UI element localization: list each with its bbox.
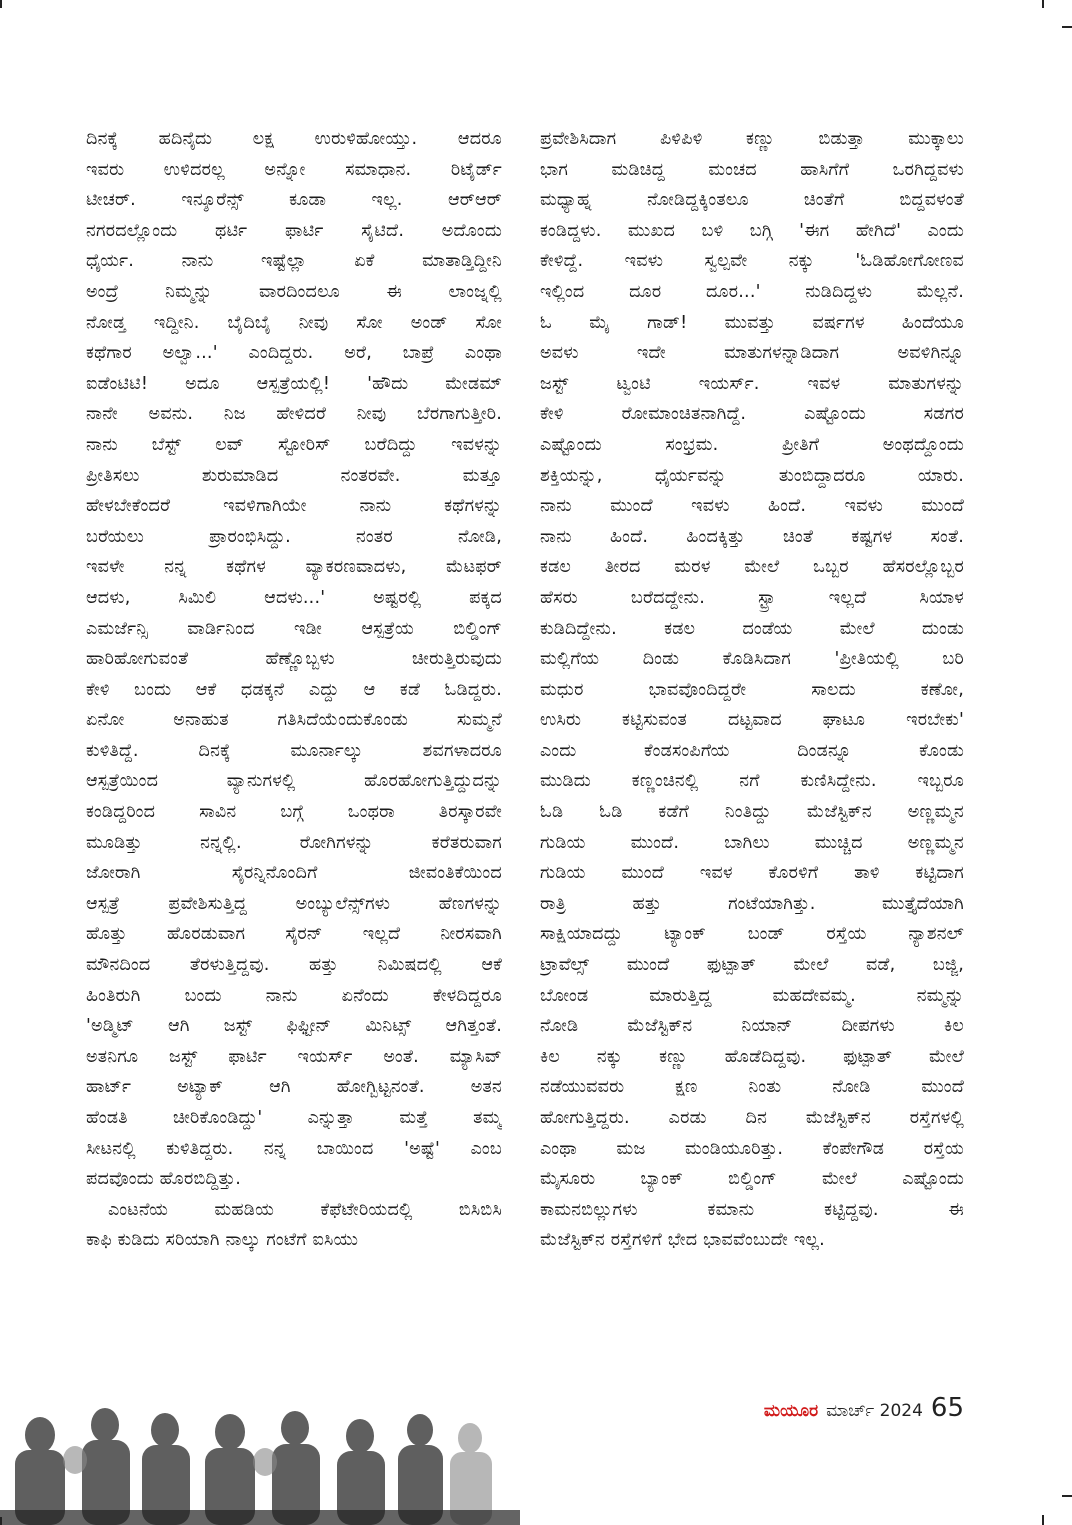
text-line: ಮೂಡಿತ್ತು ನನ್ನಲ್ಲಿ. ರೋಗಿಗಳನ್ನು ಕರೆತರುವಾಗ — [86, 832, 502, 853]
text-line: ಬೋಂಡ ಮಾರುತ್ತಿದ್ದ ಮಹದೇವಮ್ಮ. ನಮ್ಮನ್ನು — [540, 985, 964, 1006]
text-line: ರಾತ್ರಿ ಹತ್ತು ಗಂಟೆಯಾಗಿತ್ತು. ಮುತ್ತೈದೆಯಾಗಿ — [540, 893, 964, 914]
text-line: ನೋಡ್ತ ಇದ್ದೀನಿ. ಬೈದಿಬೈ ನೀವು ಸೋ ಅಂಡ್ ಸೋ — [86, 312, 502, 333]
text-line: ಬರೆಯಲು ಪ್ರಾರಂಭಿಸಿದ್ದು. ನಂತರ ನೋಡಿ, — [86, 526, 502, 547]
text-line: ಎಷ್ಟೊಂದು ಸಂಭ್ರಮ. ಪ್ರೀತಿಗೆ ಅಂಥದ್ದೊಂದು — [540, 434, 964, 455]
text-line: ಸೀಟನಲ್ಲಿ ಕುಳಿತಿದ್ದರು. ನನ್ನ ಬಾಯಿಂದ 'ಅಷ್ಟೆ' ಎಂಬ — [86, 1138, 502, 1159]
text-line: ಮೈಸೂರು ಬ್ಯಾಂಕ್ ಬಿಲ್ಡಿಂಗ್ ಮೇಲೆ ಎಷ್ಟೊಂದು — [540, 1169, 964, 1190]
crowd-illustration — [0, 1390, 520, 1525]
text-line: ಹಿಂತಿರುಗಿ ಬಂದು ನಾನು ಏನೆಂದು ಕೇಳದಿದ್ದರೂ — [86, 985, 502, 1006]
text-line: ಕೇಳಿ ಬಂದು ಆಕೆ ಧಡಕ್ಕನೆ ಎದ್ದು ಆ ಕಡೆ ಓಡಿದ್ದರು. — [86, 679, 502, 700]
text-line: ಟೀಚರ್. ಇನ್ಶೂರೆನ್ಸ್ ಕೂಡಾ ಇಲ್ಲ. ಆರ್‌ಆರ್ — [86, 190, 502, 211]
text-line: ಗುಡಿಯ ಮುಂದೆ ಇವಳ ಕೊರಳಿಗೆ ತಾಳಿ ಕಟ್ಟಿದಾಗ — [540, 863, 964, 884]
text-line: ಹಾರಿಹೋಗುವಂತೆ ಹೆಣ್ಣೊಬ್ಬಳು ಚೀರುತ್ತಿರುವುದು — [86, 649, 502, 670]
text-line: ಪ್ರೀತಿಸಲು ಶುರುಮಾಡಿದ ನಂತರವೇ. ಮತ್ತೂ — [86, 465, 502, 486]
text-line: ಹೆಂಡತಿ ಚೀರಿಕೊಂಡಿದ್ದು' ಎನ್ನುತ್ತಾ ಮತ್ತೆ ತಮ್ಮ — [86, 1108, 502, 1128]
text-line: ಕಂಡಿದ್ದರಿಂದ ಸಾವಿನ ಬಗ್ಗೆ ಒಂಥರಾ ತಿರಸ್ಕಾರವೇ — [86, 802, 502, 823]
text-line: ಕಡಲ ತೀರದ ಮರಳ ಮೇಲೆ ಒಬ್ಬರ ಹೆಸರಲ್ಲೊಬ್ಬರ — [540, 557, 964, 578]
text-line: ಹಾರ್ಟ್ ಅಟ್ಯಾಕ್ ಆಗಿ ಹೋಗ್ಬಿಟ್ಟನಂತೆ. ಅತನ — [86, 1077, 502, 1098]
text-line: ನಾನು ಹಿಂದೆ. ಹಿಂದಕ್ಕಿತ್ತು ಚಿಂತೆ ಕಷ್ಟಗಳ ಸಂತೆ. — [540, 526, 964, 547]
crop-mark — [1062, 1495, 1072, 1497]
text-line: ಕೇಳಿದ್ದೆ. ಇವಳು ಸ್ವಲ್ಪವೇ ನಕ್ಕು 'ಓಡಿಹೋಗೋಣವ — [540, 251, 964, 272]
text-line: ಮೆಜೆಸ್ಟಿಕ್‌ನ ರಸ್ತೆಗಳಿಗೆ ಭೇದ ಭಾವವೆಂಬುದೇ ಇಲ್ಲ. — [540, 1230, 825, 1251]
text-line: ಟ್ರಾವೆಲ್ಸ್ ಮುಂದೆ ಫುಟ್ಪಾತ್ ಮೇಲೆ ವಡೆ, ಬಜ್ಜಿ, — [540, 955, 964, 976]
text-line: ಕುಡಿದಿದ್ದೇನು. ಕಡಲ ದಂಡೆಯ ಮೇಲೆ ದುಂಡು — [540, 618, 964, 639]
text-line: ಮಲ್ಲಿಗೆಯ ದಿಂಡು ಕೊಡಿಸಿದಾಗ 'ಪ್ರೀತಿಯಲ್ಲಿ ಬರಿ — [540, 649, 964, 670]
text-line: ಓಡಿ ಓಡಿ ಕಡೆಗೆ ನಿಂತಿದ್ದು ಮೆಜೆಸ್ಟಿಕ್‌ನ ಅಣ್ಣಮ್ಮನ — [540, 802, 964, 823]
text-line: ಹೊತ್ತು ಹೊರಡುವಾಗ ಸೈರನ್ ಇಲ್ಲದೆ ನೀರಸವಾಗಿ — [86, 924, 502, 945]
text-line: 'ಅಡ್ಮಿಟ್ ಆಗಿ ಜಸ್ಟ್ ಫಿಫ್ಟೀನ್ ಮಿನಿಟ್ಸ್ ಆಗಿತ್ತಂತೆ. — [86, 1016, 502, 1037]
text-line: ಶಕ್ತಿಯನ್ನು, ಧೈರ್ಯವನ್ನು ತುಂಬಿದ್ದಾದರೂ ಯಾರು. — [540, 465, 964, 486]
text-line: ಓ ಮೈ ಗಾಡ್! ಮುವತ್ತು ವರ್ಷಗಳ ಹಿಂದೆಯೂ — [540, 312, 964, 333]
text-line: ಹೆಸರು ಬರೆದದ್ದೇನು. ಸ್ಟ್ರಾ ಇಲ್ಲದೆ ಸಿಯಾಳ — [540, 587, 964, 608]
text-line: ದಿನಕ್ಕೆ ಹದಿನೈದು ಲಕ್ಷ ಉರುಳಿಹೋಯ್ತು. ಆದರೂ — [86, 129, 502, 149]
text-line: ಅವಳು ಇದೇ ಮಾತುಗಳನ್ನಾಡಿದಾಗ ಅವಳಿಗಿನ್ನೂ — [540, 343, 964, 364]
page-number: 65 — [930, 1393, 964, 1423]
text-line: ನಾನು ಮುಂದೆ ಇವಳು ಹಿಂದೆ. ಇವಳು ಮುಂದೆ — [540, 496, 964, 517]
text-line: ಎಂಟನೆಯ ಮಹಡಿಯ ಕೆಫೆಟೇರಿಯದಲ್ಲಿ ಬಿಸಿಬಿಸಿ — [108, 1199, 502, 1220]
text-line: ಇವಳೇ ನನ್ನ ಕಥೆಗಳ ವ್ಯಾಕರಣವಾದಳು, ಮೆಟಫರ್ — [86, 557, 502, 578]
text-line: ನಾನು ಬೆಸ್ಟ್ ಲವ್ ಸ್ಟೋರಿಸ್ ಬರೆದಿದ್ದು ಇವಳನ್ನು — [86, 434, 502, 455]
text-line: ಪದವೊಂದು ಹೊರಬಿದ್ದಿತ್ತು. — [86, 1169, 242, 1190]
text-line: ಕಾಮನಬಿಲ್ಲುಗಳು ಕಮಾನು ಕಟ್ಟಿದ್ದವು. ಈ — [540, 1199, 964, 1220]
text-line: ಕಥೆಗಾರ ಅಲ್ವಾ...' ಎಂದಿದ್ದರು. ಅರೆ, ಬಾಪ್ರೆ ಎಂಥಾ — [86, 343, 502, 364]
article-column-right — [540, 124, 964, 1256]
magazine-logo: ಮಯೂರ — [763, 1401, 819, 1421]
text-line: ಏನೋ ಅನಾಹುತ ಗತಿಸಿದೆಯೆಂದುಕೊಂಡು ಸುಮ್ಮನೆ — [86, 710, 502, 731]
text-line: ಧೈರ್ಯ. ನಾನು ಇಷ್ಟೆಲ್ಲಾ ಏಕೆ ಮಾತಾಡ್ತಿದ್ದೀನಿ — [86, 251, 502, 272]
text-line: ಹೇಳಬೇಕೆಂದರೆ ಇವಳಿಗಾಗಿಯೇ ನಾನು ಕಥೆಗಳನ್ನು — [86, 496, 502, 517]
text-line: ಆದಳು, ಸಿಮಿಲಿ ಆದಳು...' ಅಷ್ಟರಲ್ಲಿ ಪಕ್ಕದ — [86, 587, 502, 608]
text-line: ಆಸ್ಪತ್ರೆಯಿಂದ ವ್ಯಾನುಗಳಲ್ಲಿ ಹೊರಹೋಗುತ್ತಿದ್ದುದನ್ನು — [86, 771, 502, 792]
text-line: ನಾನೇ ಅವನು. ನಿಜ ಹೇಳಿದರೆ ನೀವು ಬೆರಗಾಗುತ್ತೀರಿ. — [86, 404, 502, 425]
text-line: ಕಿಲ ನಕ್ಕು ಕಣ್ಣು ಹೊಡೆದಿದ್ದವು. ಫುಟ್ಪಾತ್ ಮೇಲೆ — [540, 1046, 964, 1067]
text-line: ಕೇಳಿ ರೋಮಾಂಚಿತನಾಗಿದ್ದೆ. ಎಷ್ಟೊಂದು ಸಡಗರ — [540, 404, 964, 425]
crop-mark — [1042, 1515, 1044, 1525]
text-line: ನೋಡಿ ಮೆಜೆಸ್ಟಿಕ್‌ನ ನಿಯಾನ್ ದೀಪಗಳು ಕಿಲ — [540, 1016, 964, 1037]
text-line: ಮುಡಿದು ಕಣ್ಣಂಚಿನಲ್ಲಿ ನಗೆ ಕುಣಿಸಿದ್ದೇನು. ಇಬ್ಬರೂ — [540, 771, 964, 792]
text-line: ಕಾಫಿ ಕುಡಿದು ಸರಿಯಾಗಿ ನಾಲ್ಕು ಗಂಟೆಗೆ ಐಸಿಯು — [86, 1230, 359, 1251]
issue-date: ಮಾರ್ಚ್ 2024 — [826, 1401, 923, 1421]
page-footer — [764, 1393, 964, 1423]
text-line: ನಡೆಯುವವರು ಕ್ಷಣ ನಿಂತು ನೋಡಿ ಮುಂದೆ — [540, 1077, 964, 1098]
text-line: ಗುಡಿಯ ಮುಂದೆ. ಬಾಗಿಲು ಮುಚ್ಚಿದ ಅಣ್ಣಮ್ಮನ — [540, 832, 964, 853]
text-line: ಮೌನದಿಂದ ತೆರಳುತ್ತಿದ್ದವು. ಹತ್ತು ನಿಮಿಷದಲ್ಲಿ ಆಕೆ — [86, 955, 502, 976]
text-line: ಕುಳಿತಿದ್ದೆ. ದಿನಕ್ಕೆ ಮೂರ್ನಾಲ್ಕು ಶವಗಳಾದರೂ — [86, 740, 502, 761]
text-line: ಎಂದು ಕೆಂಡಸಂಪಿಗೆಯ ದಿಂಡನ್ನೂ ಕೊಂಡು — [540, 740, 964, 761]
text-line: ಎಂಥಾ ಮಜ ಮಂಡಿಯೂರಿತ್ತು. ಕೆಂಪೇಗೌಡ ರಸ್ತೆಯ — [540, 1138, 964, 1159]
text-line: ಮಧುರ ಭಾವವೊಂದಿದ್ದರೇ ಸಾಲದು ಕಣೋ, — [540, 679, 964, 700]
text-line: ಎಮರ್ಜೆನ್ಸಿ ವಾರ್ಡಿನಿಂದ ಇಡೀ ಆಸ್ಪತ್ರೆಯ ಬಿಲ್ಡಿಂಗ್ — [86, 618, 502, 639]
text-line: ಅತನಿಗೂ ಜಸ್ಟ್ ಫಾರ್ಟಿ ಇಯರ್ಸ್ ಅಂತೆ. ಮ್ಯಾಸಿವ್ — [86, 1046, 502, 1067]
text-line: ಕಂಡಿದ್ದಳು. ಮುಖದ ಬಳಿ ಬಗ್ಗಿ 'ಈಗ ಹೇಗಿದೆ' ಎಂದು — [540, 220, 964, 241]
text-line: ಇಲ್ಲಿಂದ ದೂರ ದೂರ...' ನುಡಿದಿದ್ದಳು ಮೆಲ್ಲನೆ. — [540, 281, 964, 302]
crop-mark — [0, 0, 2, 8]
text-line: ಜೋರಾಗಿ ಸೈರನ್ನಿನೊಂದಿಗೆ ಜೀವಂತಿಕೆಯಿಂದ — [86, 863, 502, 884]
text-line: ನಗರದಲ್ಲೊಂದು ಥರ್ಟಿ ಫಾರ್ಟಿ ಸೈಟಿದೆ. ಅದೊಂದು — [86, 220, 502, 241]
text-line: ಹೋಗುತ್ತಿದ್ದರು. ಎರಡು ದಿನ ಮೆಜೆಸ್ಟಿಕ್‌ನ ರಸ್ತೆಗಳಲ್ಲಿ — [540, 1108, 964, 1128]
text-line: ಆಸ್ಪತ್ರೆ ಪ್ರವೇಶಿಸುತ್ತಿದ್ದ ಅಂಬ್ಯುಲೆನ್ಸ್‌ಗಳು ಹೆಣಗಳನ್ನು — [86, 893, 502, 914]
text-line: ಅಂದ್ರೆ ನಿಮ್ಮನ್ನು ವಾರದಿಂದಲೂ ಈ ಲಾಂಜ್ನಲ್ಲಿ — [86, 281, 502, 302]
text-line: ಇವರು ಉಳಿದರಲ್ಲ ಅನ್ನೋ ಸಮಾಧಾನ. ರಿಟೈರ್ಡ್ — [86, 159, 502, 180]
text-line: ಭಾಗ ಮಡಿಚಿದ್ದ ಮಂಚದ ಹಾಸಿಗೆಗೆ ಒರಗಿದ್ದವಳು — [540, 159, 964, 180]
text-line: ಉಸಿರು ಕಟ್ಟಿಸುವಂತ ದಟ್ಟವಾದ ಘಾಟೂ ಇರಬೇಕು' — [540, 710, 964, 731]
text-line: ಐಡೆಂಟಿಟಿ! ಅದೂ ಆಸ್ಪತ್ರೆಯಲ್ಲಿ! 'ಹೌದು ಮೇಡಮ್ — [86, 373, 502, 394]
text-line: ಮಧ್ಯಾಹ್ನ ನೋಡಿದ್ದಕ್ಕಿಂತಲೂ ಚಿಂತೆಗೆ ಬಿದ್ದವಳಂತೆ — [540, 190, 964, 211]
crop-mark — [1042, 0, 1044, 8]
text-line: ಪ್ರವೇಶಿಸಿದಾಗ ಪಿಳಿಪಿಳಿ ಕಣ್ಣು ಬಿಡುತ್ತಾ ಮುಕ್ಕಾಲು — [540, 129, 964, 149]
text-line: ಜಸ್ಟ್ ಟ್ವಂಟಿ ಇಯರ್ಸ್. ಇವಳ ಮಾತುಗಳನ್ನು — [540, 373, 964, 394]
article-column-left — [86, 124, 502, 1256]
text-line: ಸಾಕ್ಷಿಯಾದದ್ದು ಟ್ಯಾಂಕ್ ಬಂಡ್ ರಸ್ತೆಯ ನ್ಯಾಶನಲ್ — [540, 924, 964, 945]
crop-mark — [1062, 26, 1072, 28]
